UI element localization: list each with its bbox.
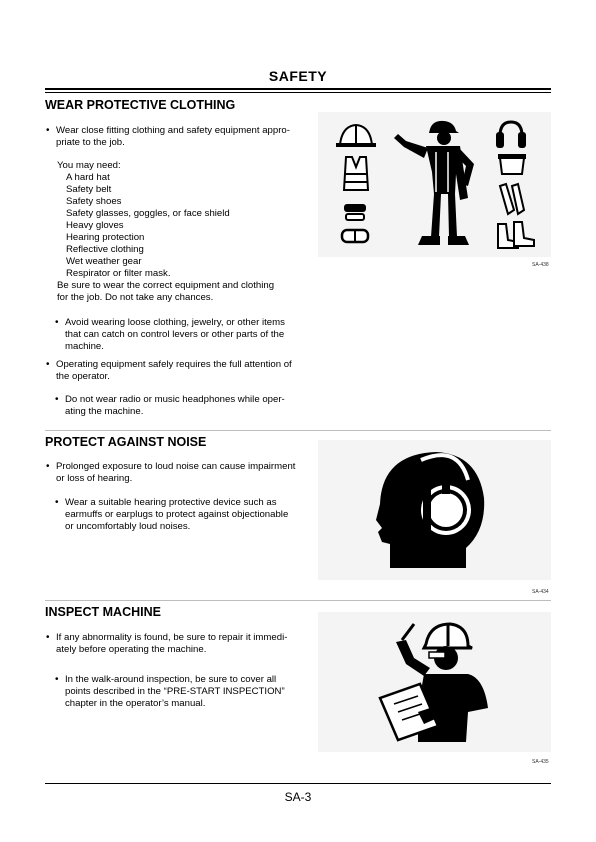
bullet-line: Wear close fitting clothing and safety equipment appro- — [56, 125, 290, 136]
you-may-need-label: You may need: — [57, 160, 121, 171]
figure-protective-clothing — [318, 112, 551, 257]
section-heading-protect-noise: PROTECT AGAINST NOISE — [45, 435, 207, 449]
sub-bullet-headphones — [55, 394, 310, 418]
list-item: Safety belt — [66, 184, 112, 195]
correct-equipment-note — [57, 280, 274, 304]
bullet-line: or loss of hearing. — [56, 473, 133, 484]
bullet-line: points described in the “PRE-START INSPECTION” — [65, 686, 285, 697]
bullet-line: earmuffs or earplugs to protect against objectionable — [65, 509, 289, 520]
figure-inspect-machine — [318, 612, 551, 752]
bullet-loud-noise — [46, 461, 311, 485]
section-heading-protective-clothing: WEAR PROTECTIVE CLOTHING — [45, 98, 236, 112]
equipment-list — [66, 172, 230, 280]
hard-hat-icon — [336, 125, 376, 147]
bullet-line: or uncomfortably loud noises. — [65, 521, 191, 532]
figure-code: SA-438 — [532, 262, 549, 268]
respirator-icon — [344, 204, 366, 220]
worker-figure-icon — [394, 121, 474, 245]
bullet-line: In the walk-around inspection, be sure to cover all — [65, 674, 277, 685]
figure-code: SA-434 — [532, 589, 549, 595]
section-heading-inspect-machine: INSPECT MACHINE — [45, 605, 161, 619]
goggles-icon — [342, 230, 368, 242]
figure-code: SA-435 — [532, 759, 549, 765]
bullet-repair-abnormality — [46, 632, 311, 656]
footer-rule — [45, 783, 551, 784]
list-item: Hearing protection — [66, 232, 145, 243]
list-item: A hard hat — [66, 172, 110, 183]
list-item: Wet weather gear — [66, 256, 142, 267]
bullet-line: Avoid wearing loose clothing, jewelry, or other items — [65, 317, 285, 328]
list-item: Safety glasses, goggles, or face shield — [66, 208, 230, 219]
bullet-line: Wear a suitable hearing protective device such as — [65, 497, 277, 508]
list-item: Safety shoes — [66, 196, 122, 207]
list-item: Reflective clothing — [66, 244, 144, 255]
bullet-line: ating the machine. — [65, 406, 144, 417]
bullet-full-attention — [46, 359, 311, 383]
sub-bullet-hearing-protection — [55, 497, 310, 533]
inspector-figure-icon — [380, 624, 488, 742]
note-line: for the job. Do not take any chances. — [57, 292, 214, 303]
head-with-earmuffs-icon — [376, 452, 484, 568]
bullet-close-fitting-clothing — [46, 125, 311, 149]
bullet-line: Prolonged exposure to loud noise can cause impairment — [56, 461, 296, 472]
list-item: Heavy gloves — [66, 220, 124, 231]
bullet-line: Operating equipment safely requires the full attention of — [56, 359, 292, 370]
face-shield-icon — [498, 154, 526, 174]
safety-vest-icon — [344, 157, 368, 190]
bullet-line: machine. — [65, 341, 104, 352]
title-rule-thick — [45, 88, 551, 90]
list-item: Respirator or filter mask. — [66, 268, 171, 279]
bullet-line: If any abnormality is found, be sure to repair it immedi- — [56, 632, 288, 643]
bullet-line: that can catch on control levers or other parts of the — [65, 329, 285, 340]
title-rule-thin — [45, 92, 551, 93]
page-title: SAFETY — [268, 68, 328, 84]
safety-boots-icon — [498, 222, 534, 248]
sub-bullet-loose-clothing — [55, 317, 310, 353]
bullet-line: ately before operating the machine. — [56, 644, 207, 655]
bullet-line: the operator. — [56, 371, 110, 382]
earmuffs-icon — [496, 122, 526, 148]
sub-bullet-walk-around — [55, 674, 310, 710]
note-line: Be sure to wear the correct equipment and clothing — [57, 280, 275, 291]
bullet-line: Do not wear radio or music headphones while oper- — [65, 394, 285, 405]
gloves-icon — [500, 184, 524, 214]
figure-hearing-protection — [318, 440, 551, 580]
section-divider — [45, 600, 551, 601]
page-number: SA-3 — [284, 790, 312, 804]
section-divider — [45, 430, 551, 431]
bullet-line: chapter in the operator’s manual. — [65, 698, 206, 709]
bullet-line: priate to the job. — [56, 137, 125, 148]
